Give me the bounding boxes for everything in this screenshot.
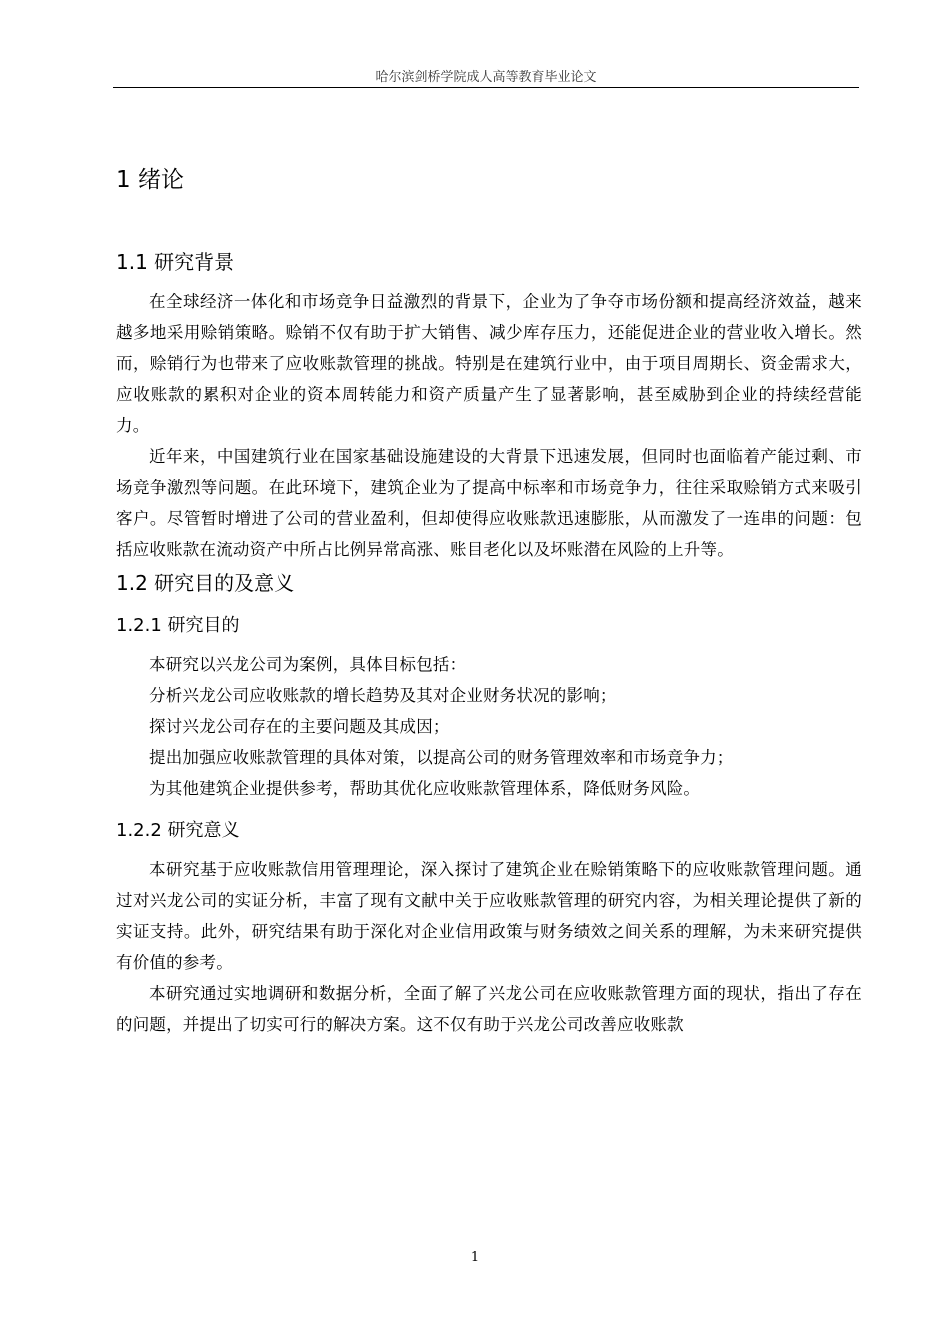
list-item: 分析兴龙公司应收账款的增长趋势及其对企业财务状况的影响； — [149, 686, 617, 705]
section-title-1-2: 1.2 研究目的及意义 — [116, 571, 295, 595]
paragraph: 在全球经济一体化和市场竞争日益激烈的背景下，企业为了争夺市场份额和提高经济效益，越来越多地采用赊销策略。赊销不仅有助于扩大销售、减少库存压力，还能促进企业的营业收入增长。然而，赊销行为也带来了应收账款管理的挑战。特别是在建筑行业中，由于项目周期长、资金需求大，应收账款的累积对企业的资本周转能力和资产质量产生了显著影响，甚至威胁到企业的持续经营能力。 — [116, 292, 862, 435]
subsection-title-1-2-2: 1.2.2 研究意义 — [116, 820, 240, 841]
paragraph: 本研究通过实地调研和数据分析，全面了解了兴龙公司在应收账款管理方面的现状，指出了存在的问题，并提出了切实可行的解决方案。这不仅有助于兴龙公司改善应收账款 — [116, 984, 862, 1034]
header-rule — [113, 87, 859, 88]
subsection-title-1-2-1: 1.2.1 研究目的 — [116, 615, 240, 636]
paragraph: 近年来，中国建筑行业在国家基础设施建设的大背景下迅速发展，但同时也面临着产能过剩、市场竞争激烈等问题。在此环境下，建筑企业为了提高中标率和市场竞争力，往往采取赊销方式来吸引客户。尽管暂时增进了公司的营业盈利，但却使得应收账款迅速膨胀，从而激发了一连串的问题：包括应收账款在流动资产中所占比例异常高涨、账目老化以及坏账潜在风险的上升等。 — [116, 447, 862, 559]
list-item: 探讨兴龙公司存在的主要问题及其成因； — [149, 717, 450, 736]
list-item: 为其他建筑企业提供参考，帮助其优化应收账款管理体系，降低财务风险。 — [149, 779, 701, 798]
paragraph: 本研究基于应收账款信用管理理论，深入探讨了建筑企业在赊销策略下的应收账款管理问题。通过对兴龙公司的实证分析，丰富了现有文献中关于应收账款管理的研究内容，为相关理论提供了新的实证支持。此外，研究结果有助于深化对企业信用政策与财务绩效之间关系的理解，为未来研究提供有价值的参考。 — [116, 860, 862, 972]
paragraph: 本研究以兴龙公司为案例，具体目标包括： — [149, 655, 467, 674]
section-title-1-1: 1.1 研究背景 — [116, 250, 235, 274]
list-item: 提出加强应收账款管理的具体对策，以提高公司的财务管理效率和市场竞争力； — [149, 748, 734, 767]
page-number: 1 — [470, 1250, 480, 1265]
running-header: 哈尔滨剑桥学院成人高等教育毕业论文 — [375, 70, 597, 85]
page-body — [116, 160, 862, 1040]
chapter-title: 1 绪论 — [116, 167, 184, 193]
